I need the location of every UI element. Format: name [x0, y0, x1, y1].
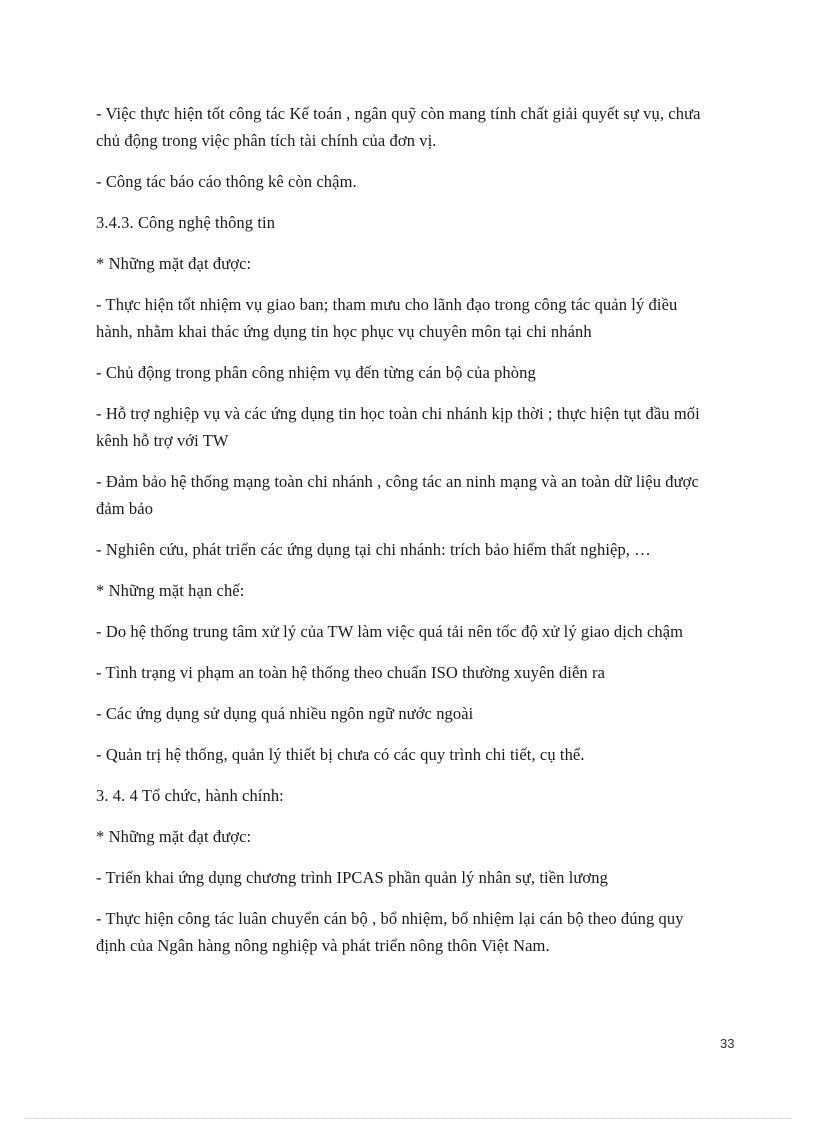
list-item: - Hỗ trợ nghiệp vụ và các ứng dụng tin học toàn chi nhánh kịp thời ; thực hiện tụt đầu mối kênh hỗ trợ với TW	[96, 404, 700, 450]
list-item: - Tình trạng vi phạm an toàn hệ thống theo chuẩn ISO thường xuyên diễn ra	[96, 663, 606, 682]
paragraph-reporting-slow: - Công tác báo cáo thông kê còn chậm.	[96, 172, 357, 191]
page-body	[96, 100, 716, 973]
list-item: - Do hệ thống trung tâm xử lý của TW làm việc quá tải nên tốc độ xử lý giao dịch chậm	[96, 622, 684, 641]
list-item: - Các ứng dụng sử dụng quá nhiều ngôn ngữ nước ngoài	[96, 704, 474, 723]
page-number: 33	[720, 1036, 735, 1051]
list-item: - Quản trị hệ thống, quản lý thiết bị chưa có các quy trình chi tiết, cụ thể.	[96, 745, 585, 764]
subheading-limitations: * Những mặt hạn chế:	[96, 581, 245, 600]
list-item: - Thực hiện công tác luân chuyển cán bộ , bổ nhiệm, bổ nhiệm lại cán bộ theo đúng quy định của Ngân hàng nông nghiệp và phát triển nông thôn Việt Nam.	[96, 909, 684, 955]
section-heading-it: 3.4.3. Công nghệ thông tin	[96, 213, 276, 232]
list-item: - Đảm bảo hệ thống mạng toàn chi nhánh , công tác an ninh mạng và an toàn dữ liệu được đảm bảo	[96, 472, 699, 518]
list-item: - Nghiên cứu, phát triển các ứng dụng tại chi nhánh: trích bảo hiểm thất nghiệp, …	[96, 540, 651, 559]
paragraph-accounting-limitation: - Việc thực hiện tốt công tác Kế toán , ngân quỹ còn mang tính chất giải quyết sự vụ, chưa chủ động trong việc phân tích tài chính của đơn vị.	[96, 104, 701, 150]
subheading-achievements: * Những mặt đạt được:	[96, 827, 252, 846]
section-heading-administration: 3. 4. 4 Tổ chức, hành chính:	[96, 786, 284, 805]
page-bottom-divider	[24, 1118, 792, 1119]
subheading-achievements: * Những mặt đạt được:	[96, 254, 252, 273]
list-item: - Triển khai ứng dụng chương trình IPCAS phần quản lý nhân sự, tiền lương	[96, 868, 608, 887]
list-item: - Thực hiện tốt nhiệm vụ giao ban; tham mưu cho lãnh đạo trong công tác quản lý điều hành, nhằm khai thác ứng dụng tin học phục vụ chuyên môn tại chi nhánh	[96, 295, 678, 341]
list-item: - Chủ động trong phân công nhiệm vụ đến từng cán bộ của phòng	[96, 363, 536, 382]
